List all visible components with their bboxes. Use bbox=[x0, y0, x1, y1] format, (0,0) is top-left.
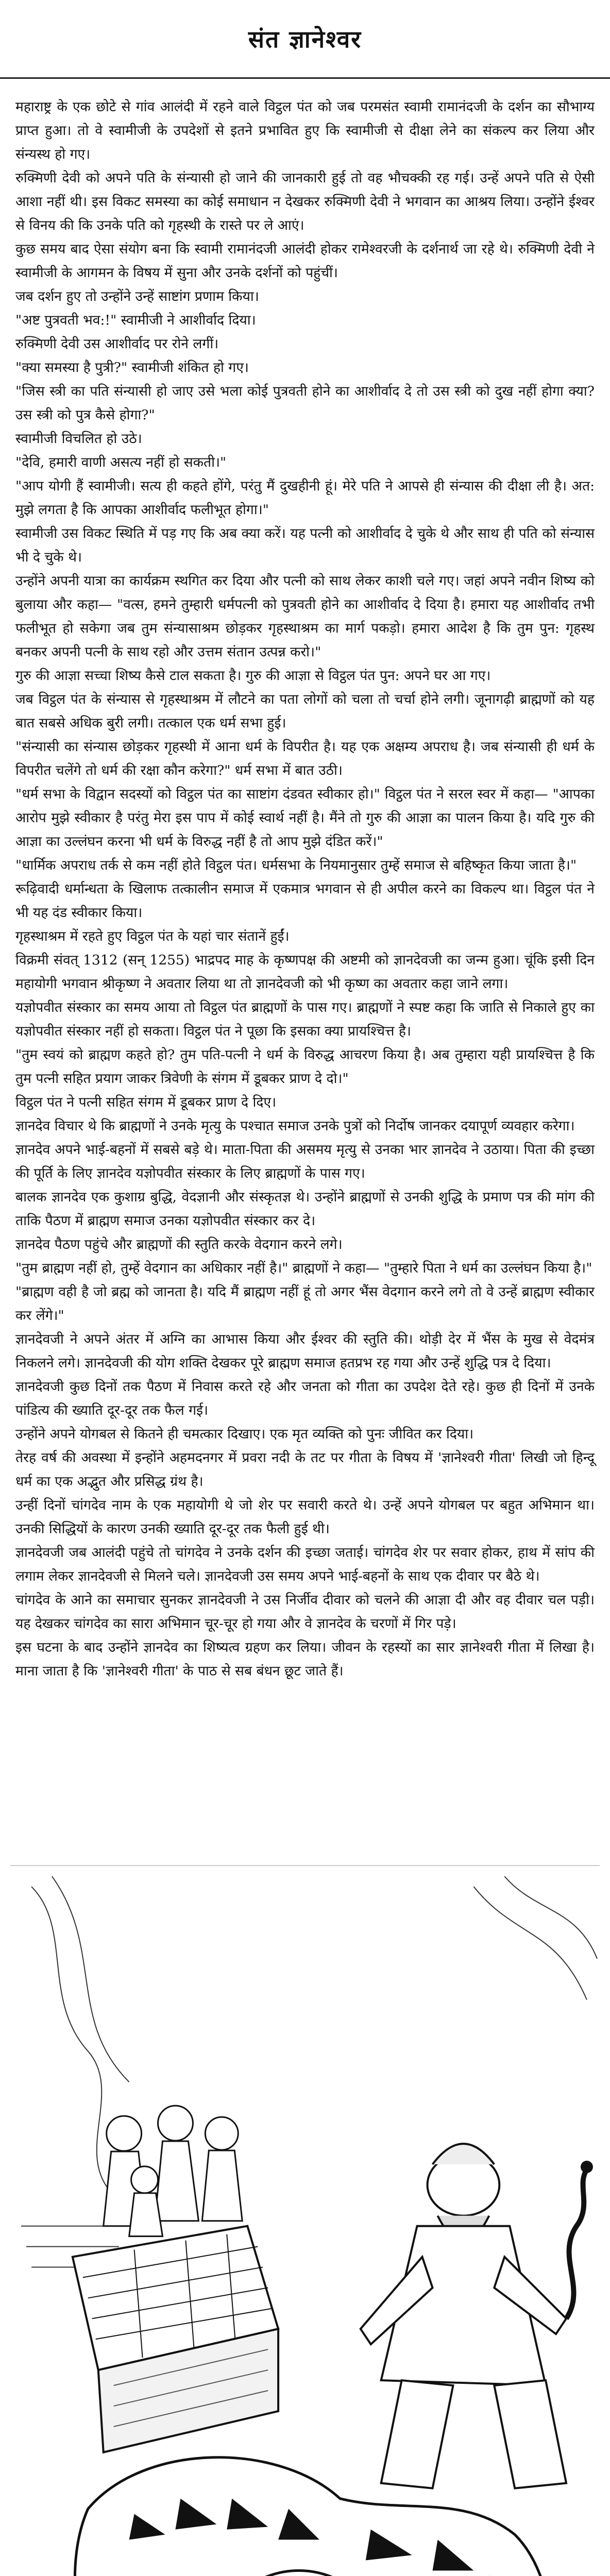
paragraph: रुक्मिणी देवी को अपने पति के संन्यासी हो जाने की जानकारी हुई तो वह भौचक्की रह गई। उन्हें अपने पति से ऐसी आशा नहीं थी। इस विकट समस्या का कोई समाधान न देखकर रुक्मिणी देवी ने भगवान का आश्रय लिया। उन्होंने ईश्वर से विनय की कि उनके पति को गृहस्थी के रास्ते पर ले आएं। bbox=[15, 170, 595, 233]
paragraph: ज्ञानदेवजी कुछ दिनों तक पैठण में निवास करते रहे और जनता को गीता का उपदेश देते रहे। कुछ ही दिनों में उनके पांडित्य की ख्याति दूर-दूर तक फैल गई। bbox=[15, 1379, 595, 1418]
paragraph: "धर्म सभा के विद्वान सदस्यों को विट्ठल पंत का साष्टांग दंडवत स्वीकार हो।" विट्ठल पंत ने सरल स्वर में कहा— "आपका आरोप मुझे स्वीकार है परंतु मेरा इस पाप में कोई स्वार्थ नहीं है। मैंने तो गुरु की आज्ञा का पालन किया है। यदि गुरु की आज्ञा का उल्लंघन करना भी धर्म के विरुद्ध नहीं है तो आप मुझे दंडित करें।" bbox=[15, 786, 595, 850]
paragraph: रूढ़िवादी धर्मान्धता के खिलाफ तत्कालीन समाज में एकमात्र भगवान से ही अपील करने का विकल्प था। विट्ठल पंत ने भी यह दंड स्वीकार किया। bbox=[15, 881, 595, 921]
paragraph: जब विट्ठल पंत के संन्यास से गृहस्थाश्रम में लौटने का पता लोगों को चला तो चर्चा होने लगी। जूनागढ़ी ब्राह्मणों को यह बात सबसे अधिक बुरी लगी। तत्काल एक धर्म सभा हुई। bbox=[15, 691, 595, 731]
paragraph: "संन्यासी का संन्यास छोड़कर गृहस्थी में आना धर्म के विपरीत है। यह एक अक्षम्य अपराध है। जब संन्यासी ही धर्म के विपरीत चलेंगे तो धर्म की रक्षा कौन करेगा?" धर्म सभा में बात उठी। bbox=[15, 739, 595, 778]
page-title: संत ज्ञानेश्वर bbox=[248, 25, 362, 53]
story-illustration bbox=[10, 1865, 600, 2576]
wall-figure bbox=[73, 2226, 278, 2452]
paragraph: उन्हीं दिनों चांगदेव नाम के एक महायोगी थे जो शेर पर सवारी करते थे। उन्हें अपने योगबल पर बहुत अभिमान था। उनकी सिद्धियों के कारण उनकी ख्याति दूर-दूर तक फैली हुई थी। bbox=[15, 1497, 595, 1537]
paragraph: ज्ञानदेव विचार थे कि ब्राह्मणों ने उनके मृत्यु के पश्चात समाज उनके पुत्रों को निर्दोष जानकर दयापूर्ण व्यवहार करेगा। bbox=[15, 1118, 575, 1134]
paragraph: विट्ठल पंत ने पत्नी सहित संगम में डूबकर प्राण दे दिए। bbox=[15, 1094, 277, 1110]
article-body-top bbox=[15, 95, 595, 1683]
paragraph: ज्ञानदेव पैठण पहुंचे और ब्राह्मणों की स्तुति करके वेदगान करने लगे। bbox=[15, 1236, 343, 1252]
paragraph: यज्ञोपवीत संस्कार का समय आया तो विट्ठल पंत ब्राह्मणों के पास गए। ब्राह्मणों ने स्पष्ट कहा कि जाति से निकाले हुए का यज्ञोपवीत संस्कार नहीं हो सकता। विट्ठल पंत ने पूछा कि इसका क्या प्रायश्चित्त है। bbox=[15, 999, 595, 1039]
paragraph: विक्रमी संवत् 1312 (सन् 1255) भाद्रपद माह के कृष्णपक्ष की अष्टमी को ज्ञानदेवजी का जन्म हुआ। चूंकि इसी दिन महायोगी भगवान श्रीकृष्ण ने अवतार लिया था तो ज्ञानदेवजी को भी कृष्ण का अवतार कहा जाने लगा। bbox=[15, 952, 595, 992]
paragraph: "जिस स्त्री का पति संन्यासी हो जाए उसे भला कोई पुत्रवती होने का आशीर्वाद दे तो उस स्त्री को दुख नहीं होगा क्या? उस स्त्री को पुत्र कैसे होगा?" bbox=[15, 383, 595, 423]
children-figures bbox=[104, 2106, 242, 2236]
paragraph: बालक ज्ञानदेव एक कुशाग्र बुद्धि, वेदज्ञानी और संस्कृतज्ञ थे। उन्होंने ब्राह्मणों से उनकी शुद्धि के प्रमाण पत्र की मांग की ताकि पैठण में ब्राह्मण समाज उनका यज्ञोपवीत संस्कार कर दे। bbox=[15, 1189, 595, 1229]
paragraph: स्वामीजी उस विकट स्थिति में पड़ गए कि अब क्या करें। यह पत्नी को आशीर्वाद दे चुके थे और साथ ही पति को संन्यास भी दे चुके थे। bbox=[15, 526, 595, 565]
paragraph: रुक्मिणी देवी उस आशीर्वाद पर रोने लगीं। bbox=[15, 336, 219, 352]
paragraph: "धार्मिक अपराध तर्क से कम नहीं होते विट्ठल पंत। धर्मसभा के नियमानुसार तुम्हें समाज से बहिष्कृत किया जाता है।" bbox=[15, 857, 577, 873]
paragraph: "तुम ब्राह्मण नहीं हो, तुम्हें वेदगान का अधिकार नहीं है।" ब्राह्मणों ने कहा— "तुम्हारे पिता ने धर्म का उल्लंघन किया है।" bbox=[15, 1260, 592, 1276]
paragraph: गुरु की आज्ञा सच्चा शिष्य कैसे टाल सकता है। गुरु की आज्ञा से विट्ठल पंत पुन: अपने घर आ गए। bbox=[15, 668, 491, 684]
paragraph: जब दर्शन हुए तो उन्होंने उन्हें साष्टांग प्रणाम किया। bbox=[15, 289, 259, 304]
paragraph: "क्या समस्या है पुत्री?" स्वामीजी शंकित हो गए। bbox=[15, 360, 249, 376]
title-header bbox=[0, 0, 610, 79]
paragraph: स्वामीजी विचलित हो उठे। bbox=[15, 431, 142, 447]
paragraph: "तुम स्वयं को ब्राह्मण कहते हो? तुम पति-पत्नी ने धर्म के विरुद्ध आचरण किया है। अब तुम्हारा यही प्रायश्चित्त है कि तुम पत्नी सहित प्रयाग जाकर त्रिवेणी के संगम में डूबकर प्राण दे दो।" bbox=[15, 1047, 595, 1087]
paragraph: महाराष्ट्र के एक छोटे से गांव आलंदी में रहने वाले विट्ठल पंत को जब परमसंत स्वामी रामानंदजी के दर्शन का सौभाग्य प्राप्त हुआ। तो वे स्वामीजी के उपदेशों से इतने प्रभावित हुए कि स्वामीजी से दीक्षा लेने का संकल्प कर लिया और संन्यस्थ हो गए। bbox=[15, 99, 595, 162]
paragraph: इस घटना के बाद उन्होंने ज्ञानदेव का शिष्यत्व ग्रहण कर लिया। जीवन के रहस्यों का सार ज्ञानेश्वरी गीता में लिखा है। माना जाता है कि 'ज्ञानेश्वरी गीता' के पाठ से सब बंधन छूट जाते हैं। bbox=[15, 1639, 595, 1679]
paragraph: उन्होंने अपनी यात्रा का कार्यक्रम स्थगित कर दिया और पत्नी को साथ लेकर काशी चले गए। जहां अपने नवीन शिष्य को बुलाया और कहा— "वत्स, हमने तुम्हारी धर्मपत्नी को पुत्रवती होने का आशीर्वाद दे दिया है। हमारा यह आशीर्वाद तभी फलीभूत हो सकेगा जब तुम संन्यासाश्रम छोड़कर गृहस्थाश्रम का मार्ग पकड़ो। हमारा आदेश है कि तुम पुन: गृहस्थ बनकर अपनी पत्नी के साथ रहो और उत्तम संतान उत्पन्न करो।" bbox=[15, 573, 595, 660]
paragraph: "देवि, हमारी वाणी असत्य नहीं हो सकती।" bbox=[15, 454, 227, 470]
paragraph: ज्ञानदेव अपने भाई-बहनों में सबसे बड़े थे। माता-पिता की असमय मृत्यु से उनका भार ज्ञानदेव ने उठाया। पिता की इच्छा की पूर्ति के लिए ज्ञानदेव यज्ञोपवीत संस्कार के लिए ब्राह्मणों के पास गए। bbox=[15, 1142, 595, 1181]
paragraph: ज्ञानदेवजी ने अपने अंतर में अग्नि का आभास किया और ईश्वर की स्तुति की। थोड़ी देर में भैंस के मुख से वेदमंत्र निकलने लगे। ज्ञानदेवजी की योग शक्ति देखकर पूरे ब्राह्मण समाज हतप्रभ रह गया और उन्हें शुद्धि पत्र दे दिया। bbox=[15, 1331, 595, 1371]
paragraph: कुछ समय बाद ऐसा संयोग बना कि स्वामी रामानंदजी आलंदी होकर रामेश्वरजी के दर्शनार्थ जा रहे थे। रुक्मिणी देवी ने स्वामीजी के आगमन के विषय में सुना और उनके दर्शनों को पहुंचीं। bbox=[15, 241, 595, 281]
paragraph: चांगदेव के आने का समाचार सुनकर ज्ञानदेवजी ने उस निर्जीव दीवार को चलने की आज्ञा दी और वह दीवार चल पड़ी। यह देखकर चांगदेव का सारा अभिमान चूर-चूर हो गया और वे ज्ञानदेव के चरणों में गिर पड़े। bbox=[15, 1592, 595, 1632]
paragraph: "ब्राह्मण वही है जो ब्रह्म को जानता है। यदि मैं ब्राह्मण नहीं हूं तो अगर भैंस वेदगान करने लगे तो वे उन्हें ब्राह्मण स्वीकार कर लेंगे।" bbox=[15, 1284, 595, 1324]
paragraph: ज्ञानदेवजी जब आलंदी पहुंचे तो चांगदेव ने उनके दर्शन की इच्छा जताई। चांगदेव शेर पर सवार होकर, हाथ में सांप की लगाम लेकर ज्ञानदेवजी से मिलने चले। ज्ञानदेवजी उस समय अपने भाई-बहनों के साथ एक दीवार पर बैठे थे। bbox=[15, 1545, 595, 1584]
paragraph: "अष्ट पुत्रवती भव:!" स्वामीजी ने आशीर्वाद दिया। bbox=[15, 312, 256, 328]
paragraph: गृहस्थाश्रम में रहते हुए विट्ठल पंत के यहां चार संतानें हुईं। bbox=[15, 928, 290, 944]
paragraph: तेरह वर्ष की अवस्था में इन्होंने अहमदनगर में प्रवरा नदी के तट पर गीता के विषय में 'ज्ञानेश्वरी गीता' लिखी जो हिन्दू धर्म का एक अद्भुत और प्रसिद्ध ग्रंथ है। bbox=[15, 1450, 595, 1489]
paragraph: उन्होंने अपने योगबल से कितने ही चमत्कार दिखाए। एक मृत व्यक्ति को पुनः जीवित कर दिया। bbox=[15, 1426, 474, 1442]
illustration-svg bbox=[10, 1866, 600, 2576]
paragraph: "आप योगी हैं स्वामीजी। सत्य ही कहते होंगे, परंतु मैं दुखहीनी हूं। मेरे पति ने आपसे ही संन्यास की दीक्षा ली है। अत: मुझे लगता है कि आपका आशीर्वाद फलीभूत होगा।" bbox=[15, 478, 595, 518]
